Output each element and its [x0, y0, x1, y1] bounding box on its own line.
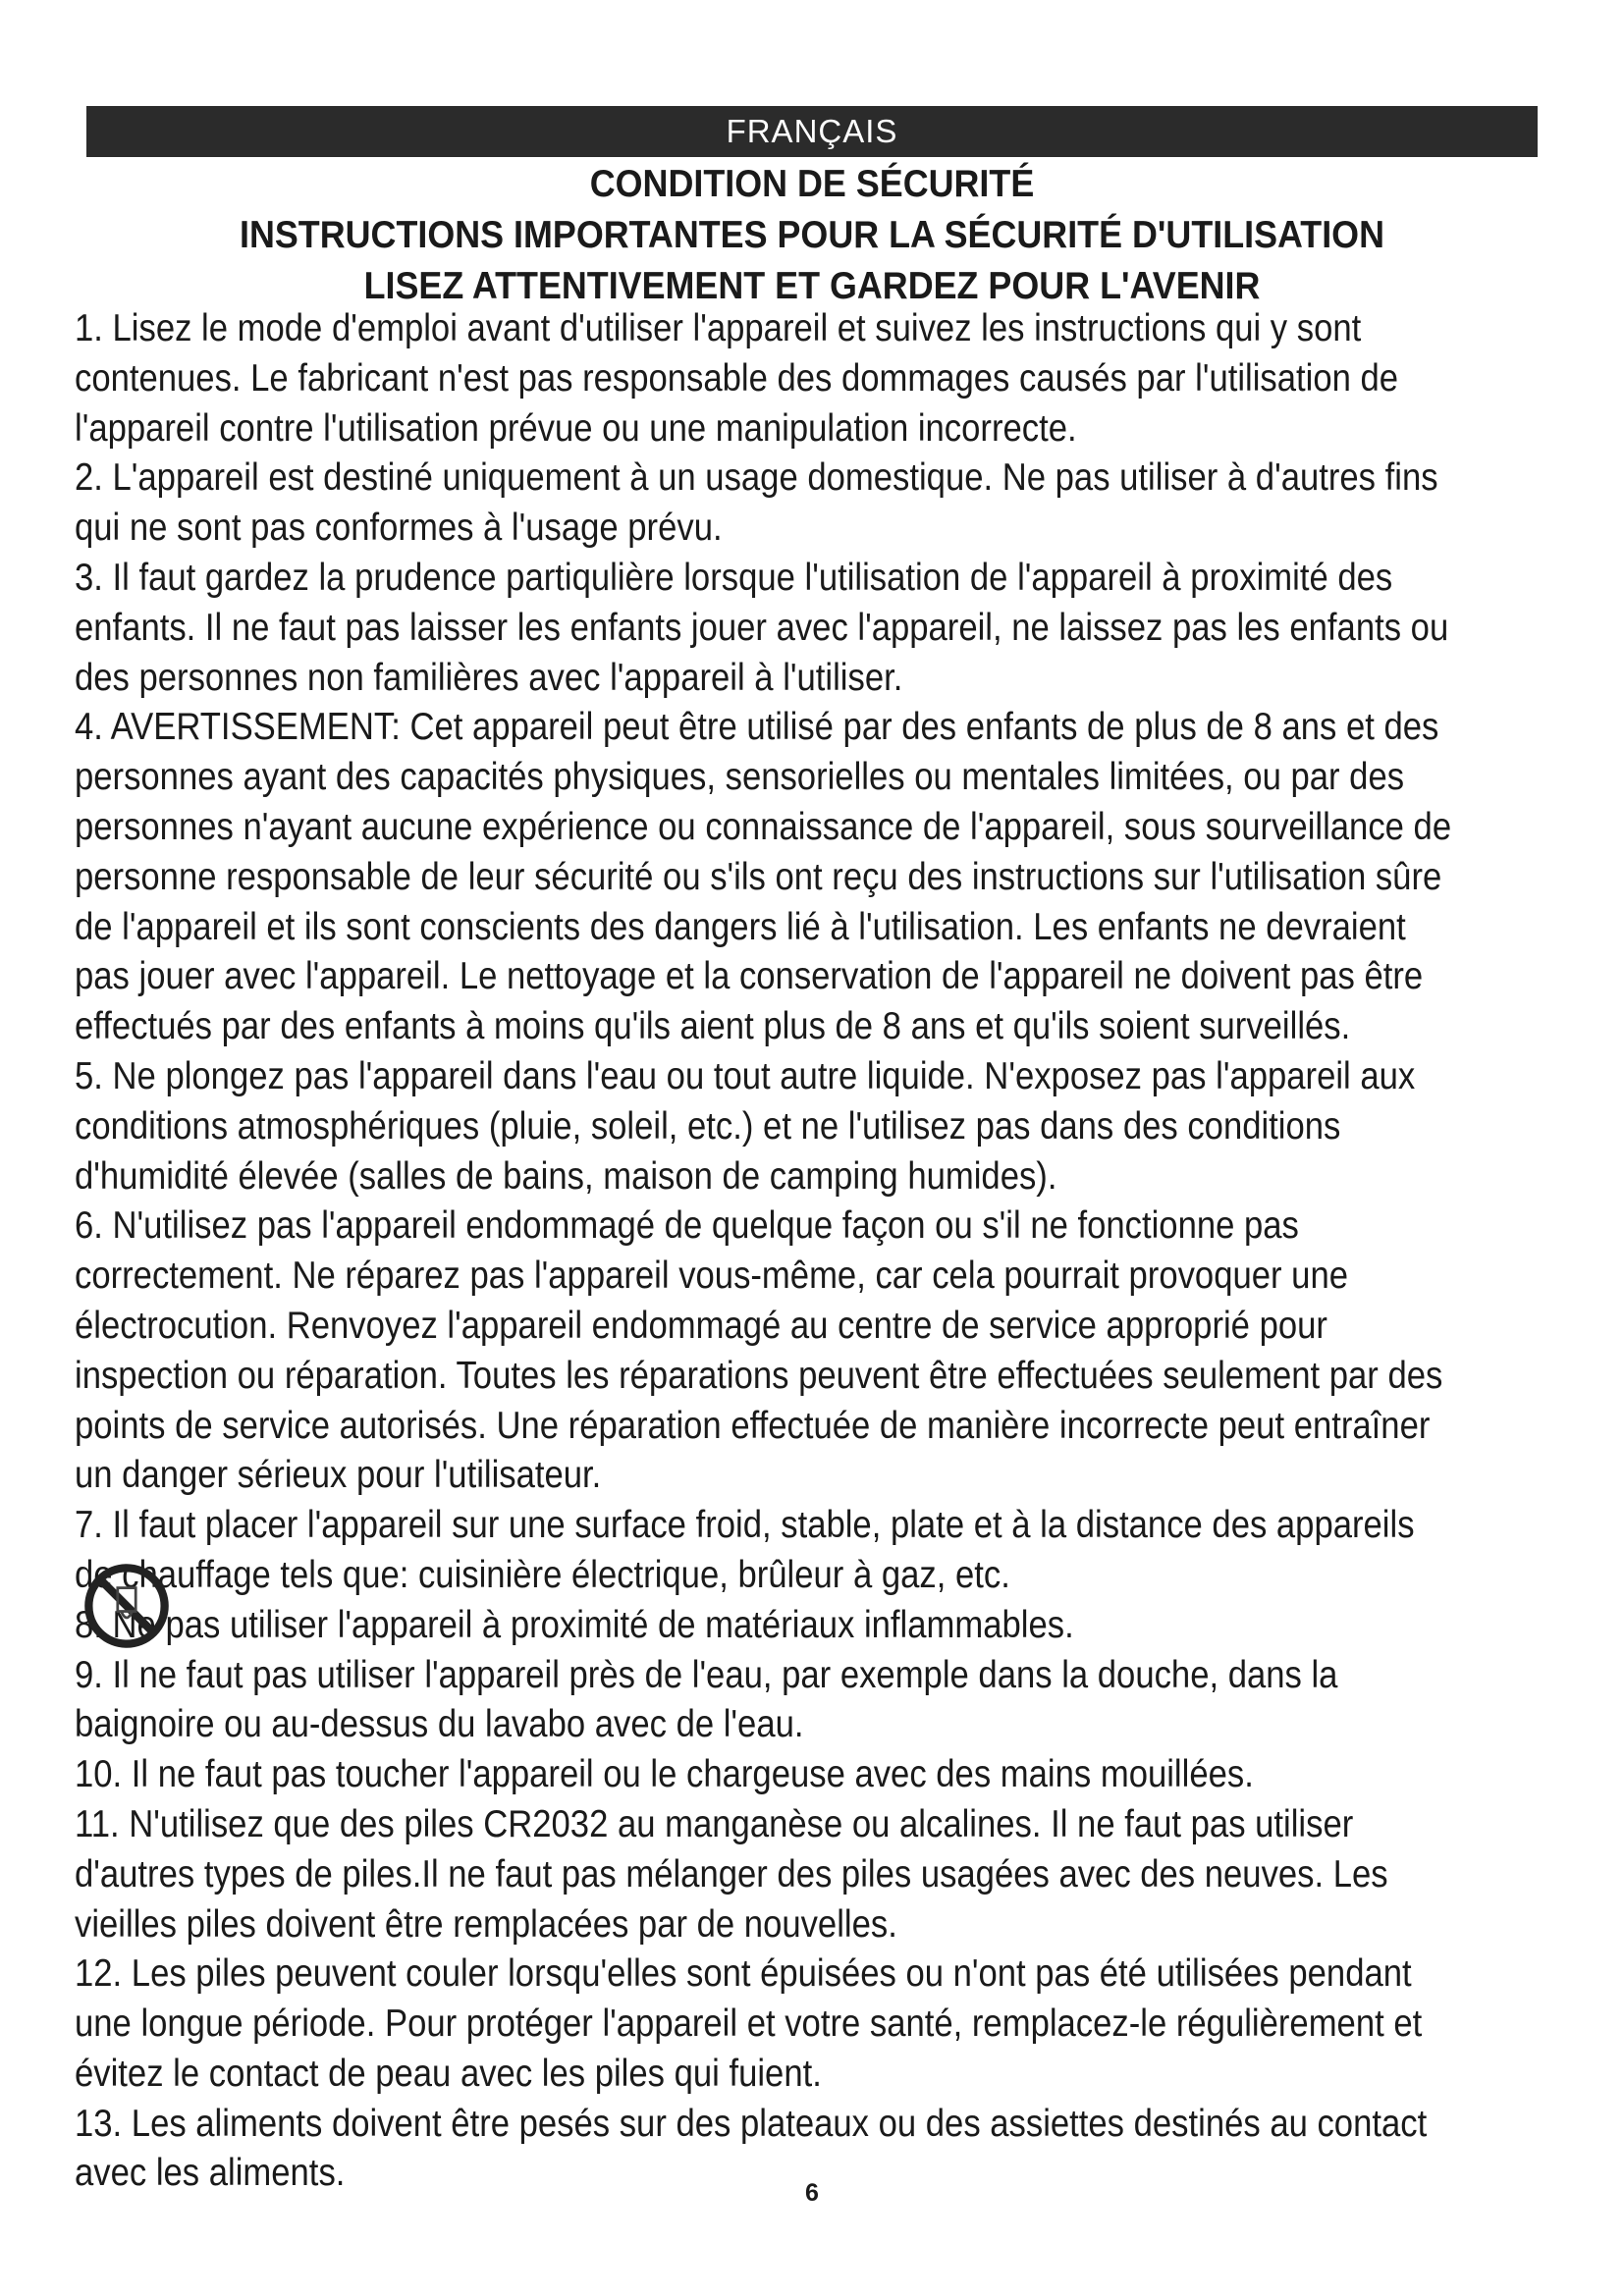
- instruction-item-1: 1. Lisez le mode d'emploi avant d'utiliser l'appareil et suivez les instructions qui y sont contenues. Le fabricant n'est pas responsable des dommages causés par l'utilisation de l'appareil contre l'utilisation prévue ou une manipulation incorrecte.: [75, 307, 1399, 450]
- instruction-item-13: 13. Les aliments doivent être pesés sur des plateaux ou des assiettes destinés au contact avec les aliments.: [75, 2102, 1428, 2195]
- instruction-item-9: 9. Il ne faut pas utiliser l'appareil près de l'eau, par exemple dans la douche, dans la baignoire ou au-dessus du lavabo avec de l'eau.: [75, 1653, 1338, 1746]
- instruction-item-5: 5. Ne plongez pas l'appareil dans l'eau ou tout autre liquide. N'exposez pas l'appareil aux conditions atmosphériques (pluie, soleil, etc.) et ne l'utilisez pas dans des conditions d'humidité élevée (salles de bains, maison de camping humides).: [75, 1054, 1416, 1198]
- instruction-item-4: 4. AVERTISSEMENT: Cet appareil peut être utilisé par des enfants de plus de 8 ans et des personnes ayant des capacités physiques, sensorielles ou mentales limitées, ou par des personnes n'ayant aucune expérience ou connaissance de l'appareil, sous sourveillance de personne responsable de leur sécurité ou s'ils ont reçu des instructions sur l'utilisation sûre de l'appareil et ils sont conscients des dangers lié à l'utilisation. Les enfants ne devraient pas jouer avec l'appareil. Le nettoyage et la conservation de l'appareil ne doivent pas être effectués par des enfants à moins qu'ils aient plus de 8 ans et qu'ils soient surveillés.: [75, 706, 1452, 1048]
- page-number: 6: [805, 2179, 819, 2207]
- page-subtitle-instructions: INSTRUCTIONS IMPORTANTES POUR LA SÉCURITÉ D'UTILISATION: [239, 214, 1384, 256]
- instruction-item-10: 10. Il ne faut pas toucher l'appareil ou le chargeuse avec des mains mouillées.: [75, 1753, 1254, 1796]
- instruction-item-2: 2. L'appareil est destiné uniquement à un usage domestique. Ne pas utiliser à d'autres fins qui ne sont pas conformes à l'usage prévu.: [75, 456, 1438, 550]
- prohibition-sign-icon: [81, 1561, 172, 1651]
- language-label: FRANÇAIS: [726, 113, 898, 149]
- instruction-item-12: 12. Les piles peuvent couler lorsqu'elles sont épuisées ou n'ont pas été utilisées pendant une longue période. Pour protéger l'appareil et votre santé, remplacez-le régulièrement et évitez le contact de peau avec les piles qui fuient.: [75, 1952, 1423, 2095]
- instruction-item-11: 11. N'utilisez que des piles CR2032 au manganèse ou alcalines. Il ne faut pas utiliser d'autres types de piles.Il ne faut pas mélanger des piles usagées avec des neuves. Les vieilles piles doivent être remplacées par de nouvelles.: [75, 1802, 1388, 1946]
- instructions-list: [75, 304, 1453, 2199]
- instruction-item-8: 8. Ne pas utiliser l'appareil à proximité de matériaux inflammables.: [75, 1603, 1074, 1646]
- language-bar: [86, 106, 1538, 157]
- page-title: CONDITION DE SÉCURITÉ: [589, 163, 1035, 205]
- heading-block: [65, 159, 1559, 312]
- instruction-item-6: 6. N'utilisez pas l'appareil endommagé de quelque façon ou s'il ne fonctionne pas correctement. Ne réparez pas l'appareil vous-même, car cela pourrait provoquer une électrocution. Renvoyez l'appareil endommagé au centre de service approprié pour inspection ou réparation. Toutes les réparations peuvent être effectuées seulement par des points de service autorisés. Une réparation effectuée de manière incorrecte peut entraîner un danger sérieux pour l'utilisateur.: [75, 1204, 1443, 1497]
- instruction-item-3: 3. Il faut gardez la prudence partiqulière lorsque l'utilisation de l'appareil à proximité des enfants. Il ne faut pas laisser les enfants jouer avec l'appareil, ne laissez pas les enfants ou des personnes non familières avec l'appareil à l'utiliser.: [75, 556, 1449, 699]
- instruction-item-7: 7. Il faut placer l'appareil sur une surface froid, stable, plate et à la distance des appareils de chauffage tels que: cuisinière électrique, brûleur à gaz, etc.: [75, 1504, 1415, 1596]
- page-subtitle-keep: LISEZ ATTENTIVEMENT ET GARDEZ POUR L'AVENIR: [363, 265, 1261, 307]
